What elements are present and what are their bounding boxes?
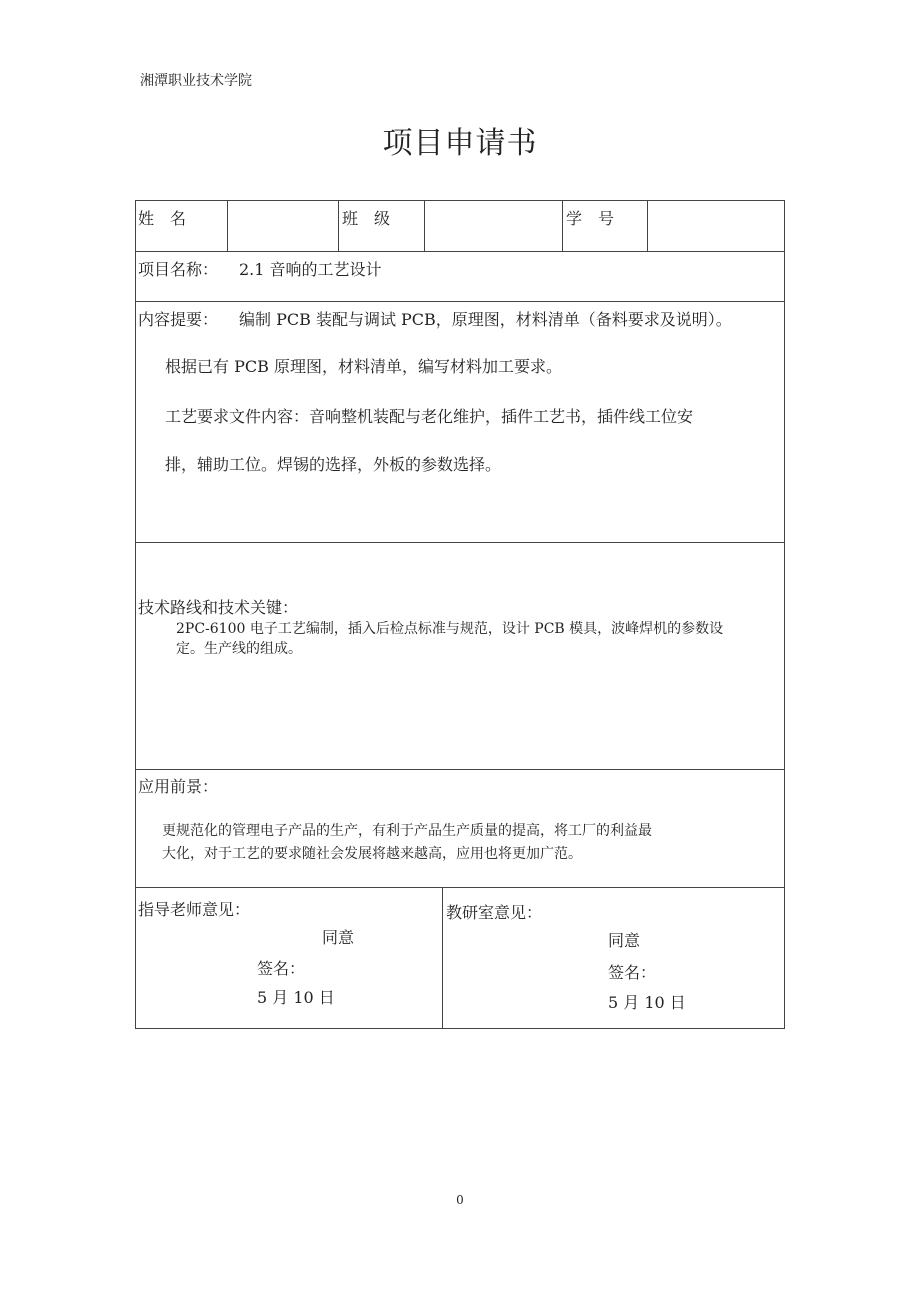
advisor-opinion-value: 同意	[322, 928, 355, 947]
divider	[562, 200, 563, 252]
project-name-value: 2.1 音响的工艺设计	[239, 260, 382, 279]
student-id-label: 学 号	[566, 209, 615, 228]
tech-line: 定。生产线的组成。	[176, 641, 302, 657]
project-name-label: 项目名称：	[138, 260, 219, 279]
page-number: 0	[456, 1193, 464, 1207]
prospect-label: 应用前景：	[138, 777, 219, 796]
summary-line: 编制 PCB 装配与调试 PCB，原理图，材料清单（备料要求及说明）。	[239, 310, 732, 329]
advisor-opinion-label: 指导老师意见：	[138, 900, 251, 919]
row-project-name	[135, 251, 785, 302]
divider	[424, 200, 425, 252]
divider	[338, 200, 339, 252]
dept-opinion-label: 教研室意见：	[446, 903, 543, 922]
divider	[442, 887, 443, 1029]
dept-date: 5 月 10 日	[608, 993, 686, 1012]
tech-line: 2PC-6100 电子工艺编制，插入后检点标准与规范，设计 PCB 模具，波峰焊机的参数设	[176, 621, 724, 637]
dept-opinion-value: 同意	[608, 931, 641, 950]
tech-label: 技术路线和技术关键：	[138, 598, 299, 617]
summary-line: 排，辅助工位。焊锡的选择，外板的参数选择。	[165, 455, 502, 474]
summary-label: 内容提要：	[138, 310, 219, 329]
application-form	[135, 200, 785, 1029]
advisor-signature-label: 签名：	[257, 959, 306, 978]
advisor-date: 5 月 10 日	[257, 988, 335, 1007]
divider	[227, 200, 228, 252]
divider	[647, 200, 648, 252]
name-label: 姓 名	[138, 209, 187, 228]
prospect-line: 更规范化的管理电子产品的生产，有利于产品生产质量的提高，将工厂的利益最	[162, 823, 652, 839]
class-label: 班 级	[342, 209, 391, 228]
school-name: 湘潭职业技术学院	[140, 73, 252, 89]
summary-line: 工艺要求文件内容：音响整机装配与老化维护，插件工艺书，插件线工位安	[165, 407, 694, 426]
prospect-line: 大化，对于工艺的要求随社会发展将越来越高，应用也将更加广范。	[162, 846, 582, 862]
document-title: 项目申请书	[382, 126, 538, 161]
row-personal-info	[135, 200, 785, 252]
summary-line: 根据已有 PCB 原理图，材料清单，编写材料加工要求。	[165, 357, 562, 376]
dept-signature-label: 签名：	[608, 963, 657, 982]
